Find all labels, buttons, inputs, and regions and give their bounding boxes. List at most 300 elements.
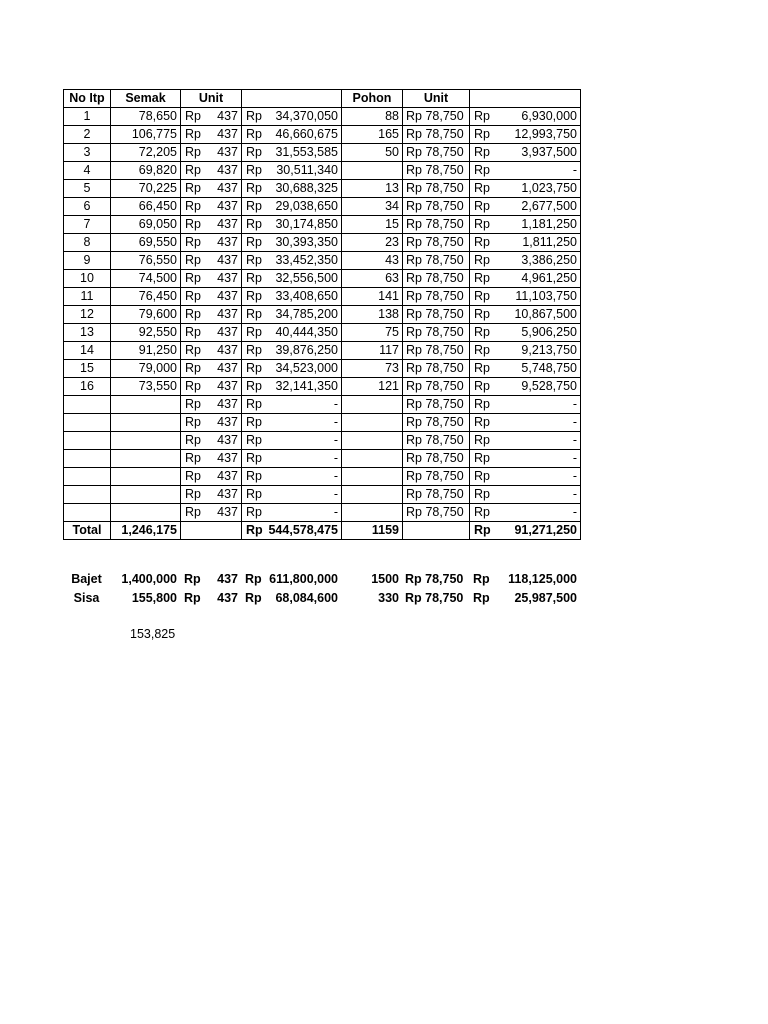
- currency-label: Rp: [474, 289, 490, 303]
- row-unit: [181, 252, 242, 270]
- row-pohon-amount: [470, 432, 581, 450]
- row-no-itp: 9: [64, 252, 111, 270]
- header-no-itp: No Itp: [64, 90, 111, 108]
- row-unit: [181, 504, 242, 522]
- row-semak: 72,205: [111, 144, 181, 162]
- row-semak-amount: [242, 378, 342, 396]
- currency-label: Rp: [246, 253, 262, 267]
- row-semak-amount-value: 34,523,000: [275, 361, 338, 375]
- row-semak: 79,600: [111, 306, 181, 324]
- row-unit: [181, 396, 242, 414]
- row-pohon: [342, 414, 403, 432]
- row-unit: [181, 378, 242, 396]
- row-unit: [181, 450, 242, 468]
- row-pohon-amount: [470, 342, 581, 360]
- currency-label: Rp: [185, 415, 201, 429]
- header-row: [64, 90, 581, 108]
- row-unit-value: 437: [217, 109, 238, 123]
- row-pohon-amount-value: -: [572, 469, 577, 483]
- currency-label: Rp: [185, 145, 201, 159]
- row-semak-amount: [242, 162, 342, 180]
- row-pohon: [342, 486, 403, 504]
- row-semak: 69,820: [111, 162, 181, 180]
- table-row: [64, 396, 581, 414]
- summary-pohon: 1500: [371, 572, 399, 586]
- table-row: [64, 216, 581, 234]
- row-pohon-amount: [470, 288, 581, 306]
- row-pohon-amount-value: -: [572, 397, 577, 411]
- row-no-itp: 15: [64, 360, 111, 378]
- currency-label: Rp: [474, 307, 490, 321]
- row-pohon: [342, 162, 403, 180]
- currency-label: Rp: [185, 289, 201, 303]
- table-row: [64, 414, 581, 432]
- currency-label: Rp: [474, 109, 490, 123]
- row-pohon-amount: [470, 504, 581, 522]
- row-pohon-amount-value: 11,103,750: [515, 289, 577, 303]
- row-no-itp: 7: [64, 216, 111, 234]
- row-semak-amount: [242, 126, 342, 144]
- row-semak: [111, 486, 181, 504]
- currency-label: Rp: [245, 572, 262, 586]
- table-row: [64, 180, 581, 198]
- row-semak: 91,250: [111, 342, 181, 360]
- currency-label: Rp: [185, 199, 201, 213]
- row-semak-amount-value: -: [333, 469, 338, 483]
- row-pohon-price: Rp 78,750: [403, 198, 470, 216]
- row-semak-amount-value: 30,511,340: [276, 163, 338, 177]
- row-semak-amount-value: -: [333, 415, 338, 429]
- row-unit: [181, 414, 242, 432]
- currency-label: Rp: [474, 451, 490, 465]
- currency-label: Rp: [474, 163, 490, 177]
- row-pohon-price: Rp 78,750: [403, 378, 470, 396]
- row-unit: [181, 198, 242, 216]
- row-pohon-amount: [470, 450, 581, 468]
- currency-label: Rp: [185, 487, 201, 501]
- total-semak: 1,246,175: [111, 522, 181, 540]
- currency-label: Rp: [246, 379, 262, 393]
- row-pohon-amount: [470, 216, 581, 234]
- currency-label: Rp: [185, 271, 201, 285]
- total-label: Total: [64, 522, 111, 540]
- row-pohon-amount-value: -: [572, 163, 577, 177]
- row-pohon-amount-value: 1,811,250: [522, 235, 577, 249]
- currency-label: Rp: [246, 217, 262, 231]
- row-semak: 79,000: [111, 360, 181, 378]
- row-pohon-amount-value: 4,961,250: [521, 271, 577, 285]
- currency-label: Rp: [474, 181, 490, 195]
- row-unit: [181, 234, 242, 252]
- row-no-itp: [64, 450, 111, 468]
- row-pohon-amount-value: 10,867,500: [514, 307, 577, 321]
- row-pohon-price: Rp 78,750: [403, 396, 470, 414]
- summary-pohon-amount: [469, 589, 580, 608]
- summary-pohon-price: Rp 78,750: [405, 572, 464, 586]
- currency-label: Rp: [185, 325, 201, 339]
- row-semak: 69,550: [111, 234, 181, 252]
- table-row: [64, 504, 581, 522]
- row-pohon: [342, 468, 403, 486]
- row-semak: [111, 504, 181, 522]
- row-no-itp: [64, 504, 111, 522]
- summary-unit: [180, 589, 241, 608]
- row-semak-amount: [242, 396, 342, 414]
- row-pohon-price: Rp 78,750: [403, 414, 470, 432]
- row-semak-amount-value: -: [333, 433, 338, 447]
- currency-label: Rp: [185, 343, 201, 357]
- row-pohon: [342, 396, 403, 414]
- currency-label: Rp: [185, 217, 201, 231]
- row-unit-value: 437: [217, 217, 238, 231]
- currency-label: Rp: [474, 415, 490, 429]
- row-semak-amount-value: 46,660,675: [275, 127, 338, 141]
- summary-semak: 155,800: [131, 591, 177, 605]
- row-pohon-amount-value: 9,528,750: [521, 379, 577, 393]
- table-row: [64, 144, 581, 162]
- currency-label: Rp: [246, 235, 262, 249]
- row-pohon-amount-value: -: [572, 505, 577, 519]
- row-semak-amount-value: 30,688,325: [275, 181, 338, 195]
- currency-label: Rp: [185, 127, 201, 141]
- row-pohon: 121: [342, 378, 403, 396]
- currency-label: Rp: [246, 109, 262, 123]
- row-unit-value: 437: [217, 487, 238, 501]
- row-semak-amount: [242, 360, 342, 378]
- row-semak-amount-value: 29,038,650: [275, 199, 338, 213]
- row-pohon-amount-value: 6,930,000: [521, 109, 577, 123]
- row-pohon-amount: [470, 180, 581, 198]
- currency-label: Rp: [246, 127, 262, 141]
- row-semak-amount: [242, 252, 342, 270]
- total-price-empty: [403, 522, 470, 540]
- currency-label: Rp: [246, 163, 262, 177]
- table-row: [64, 342, 581, 360]
- currency-label: Rp: [474, 379, 490, 393]
- table-row: [64, 378, 581, 396]
- table-row: [64, 198, 581, 216]
- row-unit-value: 437: [217, 163, 238, 177]
- summary-semak-amount: [241, 589, 341, 608]
- row-unit-value: 437: [217, 235, 238, 249]
- row-no-itp: 16: [64, 378, 111, 396]
- row-pohon-price: Rp 78,750: [403, 468, 470, 486]
- row-unit-value: 437: [217, 289, 238, 303]
- currency-label: Rp: [474, 235, 490, 249]
- row-no-itp: 14: [64, 342, 111, 360]
- row-pohon-price: Rp 78,750: [403, 306, 470, 324]
- currency-label: Rp: [246, 145, 262, 159]
- row-pohon: 141: [342, 288, 403, 306]
- currency-label: Rp: [246, 433, 262, 447]
- row-no-itp: [64, 414, 111, 432]
- row-unit-value: 437: [217, 451, 238, 465]
- row-no-itp: [64, 396, 111, 414]
- row-unit: [181, 270, 242, 288]
- row-pohon: 50: [342, 144, 403, 162]
- summary-label: Bajet: [71, 572, 102, 586]
- total-pohon: 1159: [342, 522, 403, 540]
- table-row: [64, 270, 581, 288]
- currency-label: Rp: [474, 505, 490, 519]
- row-semak-amount-value: 34,785,200: [275, 307, 338, 321]
- total-unit-empty: [181, 522, 242, 540]
- row-unit: [181, 468, 242, 486]
- row-semak: 106,775: [111, 126, 181, 144]
- row-pohon-amount: [470, 396, 581, 414]
- row-pohon-price: Rp 78,750: [403, 486, 470, 504]
- currency-label: Rp: [185, 469, 201, 483]
- summary-semak-amount-value: 611,800,000: [269, 572, 338, 586]
- header-pohon: Pohon: [342, 90, 403, 108]
- row-unit-value: 437: [217, 505, 238, 519]
- row-unit: [181, 216, 242, 234]
- row-pohon-amount: [470, 252, 581, 270]
- row-pohon-amount: [470, 144, 581, 162]
- row-no-itp: 12: [64, 306, 111, 324]
- row-pohon-price: Rp 78,750: [403, 288, 470, 306]
- row-no-itp: 11: [64, 288, 111, 306]
- row-unit-value: 437: [217, 343, 238, 357]
- row-pohon-price: Rp 78,750: [403, 270, 470, 288]
- row-pohon-amount-value: 5,748,750: [521, 361, 577, 375]
- row-semak-amount: [242, 180, 342, 198]
- row-semak-amount: [242, 450, 342, 468]
- row-unit-value: 437: [217, 127, 238, 141]
- row-unit-value: 437: [217, 379, 238, 393]
- row-no-itp: 4: [64, 162, 111, 180]
- row-semak-amount: [242, 288, 342, 306]
- row-unit: [181, 144, 242, 162]
- total-semak-amount-value: 544,578,475: [268, 523, 338, 537]
- summary-pohon: 330: [378, 591, 399, 605]
- currency-label: Rp: [245, 591, 262, 605]
- row-semak-amount-value: 40,444,350: [275, 325, 338, 339]
- row-semak: 92,550: [111, 324, 181, 342]
- row-pohon: 34: [342, 198, 403, 216]
- row-pohon-amount: [470, 486, 581, 504]
- row-unit-value: 437: [217, 469, 238, 483]
- row-semak-amount: [242, 108, 342, 126]
- row-no-itp: 8: [64, 234, 111, 252]
- header-semak-amount: [242, 90, 342, 108]
- row-pohon-amount-value: 3,937,500: [521, 145, 577, 159]
- row-semak-amount-value: 39,876,250: [275, 343, 338, 357]
- row-pohon-amount: [470, 306, 581, 324]
- currency-label: Rp: [474, 523, 491, 537]
- row-pohon-price: Rp 78,750: [403, 360, 470, 378]
- row-semak-amount: [242, 432, 342, 450]
- row-unit: [181, 108, 242, 126]
- header-unit-pohon: Unit: [403, 90, 470, 108]
- row-pohon-price: Rp 78,750: [403, 234, 470, 252]
- currency-label: Rp: [184, 591, 201, 605]
- row-no-itp: 10: [64, 270, 111, 288]
- row-pohon-amount-value: 9,213,750: [521, 343, 577, 357]
- table-row: [64, 126, 581, 144]
- row-semak-amount-value: 33,408,650: [275, 289, 338, 303]
- row-pohon-amount-value: -: [572, 433, 577, 447]
- header-semak: Semak: [111, 90, 181, 108]
- row-semak: [111, 468, 181, 486]
- row-pohon-amount-value: 5,906,250: [521, 325, 577, 339]
- row-semak: [111, 396, 181, 414]
- row-pohon-price: Rp 78,750: [403, 216, 470, 234]
- table-row: [64, 252, 581, 270]
- row-pohon-amount: [470, 162, 581, 180]
- row-semak-amount: [242, 414, 342, 432]
- row-pohon-amount-value: -: [572, 415, 577, 429]
- currency-label: Rp: [474, 271, 490, 285]
- row-unit-value: 437: [217, 415, 238, 429]
- summary-semak-amount: [241, 570, 341, 589]
- currency-label: Rp: [185, 235, 201, 249]
- row-pohon-amount: [470, 270, 581, 288]
- summary-table: [63, 570, 580, 608]
- currency-label: Rp: [185, 307, 201, 321]
- row-unit-value: 437: [217, 361, 238, 375]
- row-pohon-price: Rp 78,750: [403, 126, 470, 144]
- row-unit-value: 437: [217, 199, 238, 213]
- row-pohon-price: Rp 78,750: [403, 180, 470, 198]
- table-row: [64, 450, 581, 468]
- summary-pohon-amount-value: 118,125,000: [508, 572, 577, 586]
- currency-label: Rp: [474, 343, 490, 357]
- row-semak-amount-value: -: [333, 487, 338, 501]
- row-semak-amount-value: 32,556,500: [275, 271, 338, 285]
- row-semak-amount: [242, 234, 342, 252]
- currency-label: Rp: [246, 325, 262, 339]
- row-pohon-amount: [470, 198, 581, 216]
- currency-label: Rp: [474, 487, 490, 501]
- summary-unit: [180, 570, 241, 589]
- header-pohon-amount: [470, 90, 581, 108]
- row-unit: [181, 306, 242, 324]
- currency-label: Rp: [474, 325, 490, 339]
- row-pohon-price: Rp 78,750: [403, 342, 470, 360]
- currency-label: Rp: [474, 199, 490, 213]
- row-semak-amount-value: 33,452,350: [275, 253, 338, 267]
- table-row: [64, 162, 581, 180]
- row-unit: [181, 360, 242, 378]
- row-pohon: 88: [342, 108, 403, 126]
- row-semak: 76,550: [111, 252, 181, 270]
- row-pohon-amount-value: 12,993,750: [514, 127, 577, 141]
- summary-label: Sisa: [73, 591, 100, 605]
- row-pohon: 43: [342, 252, 403, 270]
- currency-label: Rp: [474, 469, 490, 483]
- table-row: [64, 234, 581, 252]
- table-row: [64, 360, 581, 378]
- currency-label: Rp: [474, 253, 490, 267]
- row-unit-value: 437: [217, 271, 238, 285]
- currency-label: Rp: [246, 289, 262, 303]
- currency-label: Rp: [246, 271, 262, 285]
- row-unit-value: 437: [217, 433, 238, 447]
- row-semak: [111, 414, 181, 432]
- row-no-itp: 6: [64, 198, 111, 216]
- summary-pohon-price: Rp 78,750: [405, 591, 464, 605]
- table-row: [64, 288, 581, 306]
- row-pohon-price: Rp 78,750: [403, 252, 470, 270]
- row-pohon-amount: [470, 468, 581, 486]
- row-no-itp: [64, 486, 111, 504]
- currency-label: Rp: [185, 379, 201, 393]
- row-pohon-price: Rp 78,750: [403, 108, 470, 126]
- row-pohon-amount: [470, 234, 581, 252]
- row-pohon-amount-value: -: [572, 487, 577, 501]
- summary-pohon-amount: [469, 570, 580, 589]
- currency-label: Rp: [185, 397, 201, 411]
- row-pohon: [342, 432, 403, 450]
- row-pohon-price: Rp 78,750: [403, 162, 470, 180]
- row-semak-amount-value: 30,393,350: [275, 235, 338, 249]
- row-semak: 66,450: [111, 198, 181, 216]
- row-semak: [111, 432, 181, 450]
- currency-label: Rp: [246, 415, 262, 429]
- row-semak: 70,225: [111, 180, 181, 198]
- currency-label: Rp: [246, 307, 262, 321]
- row-no-itp: 1: [64, 108, 111, 126]
- row-pohon-price: Rp 78,750: [403, 450, 470, 468]
- row-pohon: [342, 450, 403, 468]
- row-no-itp: [64, 432, 111, 450]
- table-row: [64, 468, 581, 486]
- row-unit-value: 437: [217, 325, 238, 339]
- currency-label: Rp: [246, 505, 262, 519]
- budget-table: [63, 89, 581, 540]
- row-unit: [181, 162, 242, 180]
- row-unit-value: 437: [217, 181, 238, 195]
- row-semak-amount-value: 30,174,850: [275, 217, 338, 231]
- currency-label: Rp: [185, 181, 201, 195]
- row-pohon-amount: [470, 324, 581, 342]
- summary-semak: 1,400,000: [121, 572, 177, 586]
- currency-label: Rp: [246, 181, 262, 195]
- currency-label: Rp: [474, 127, 490, 141]
- currency-label: Rp: [185, 109, 201, 123]
- total-semak-amount: [242, 522, 342, 540]
- summary-unit-value: 437: [217, 591, 238, 605]
- currency-label: Rp: [474, 397, 490, 411]
- row-pohon-amount: [470, 360, 581, 378]
- row-semak-amount: [242, 216, 342, 234]
- summary-semak-amount-value: 68,084,600: [275, 591, 338, 605]
- row-unit: [181, 288, 242, 306]
- table-row: [64, 486, 581, 504]
- summary-row: [63, 570, 580, 589]
- row-pohon-amount: [470, 378, 581, 396]
- currency-label: Rp: [185, 451, 201, 465]
- total-pohon-amount: [470, 522, 581, 540]
- row-no-itp: 13: [64, 324, 111, 342]
- table-row: [64, 324, 581, 342]
- row-semak-amount-value: -: [333, 451, 338, 465]
- summary-row: [63, 589, 580, 608]
- row-semak-amount: [242, 342, 342, 360]
- row-semak-amount: [242, 306, 342, 324]
- currency-label: Rp: [474, 217, 490, 231]
- row-semak: 73,550: [111, 378, 181, 396]
- row-pohon: 75: [342, 324, 403, 342]
- currency-label: Rp: [185, 505, 201, 519]
- currency-label: Rp: [185, 433, 201, 447]
- currency-label: Rp: [246, 469, 262, 483]
- row-semak: [111, 450, 181, 468]
- currency-label: Rp: [246, 199, 262, 213]
- row-semak: 76,450: [111, 288, 181, 306]
- row-unit-value: 437: [217, 397, 238, 411]
